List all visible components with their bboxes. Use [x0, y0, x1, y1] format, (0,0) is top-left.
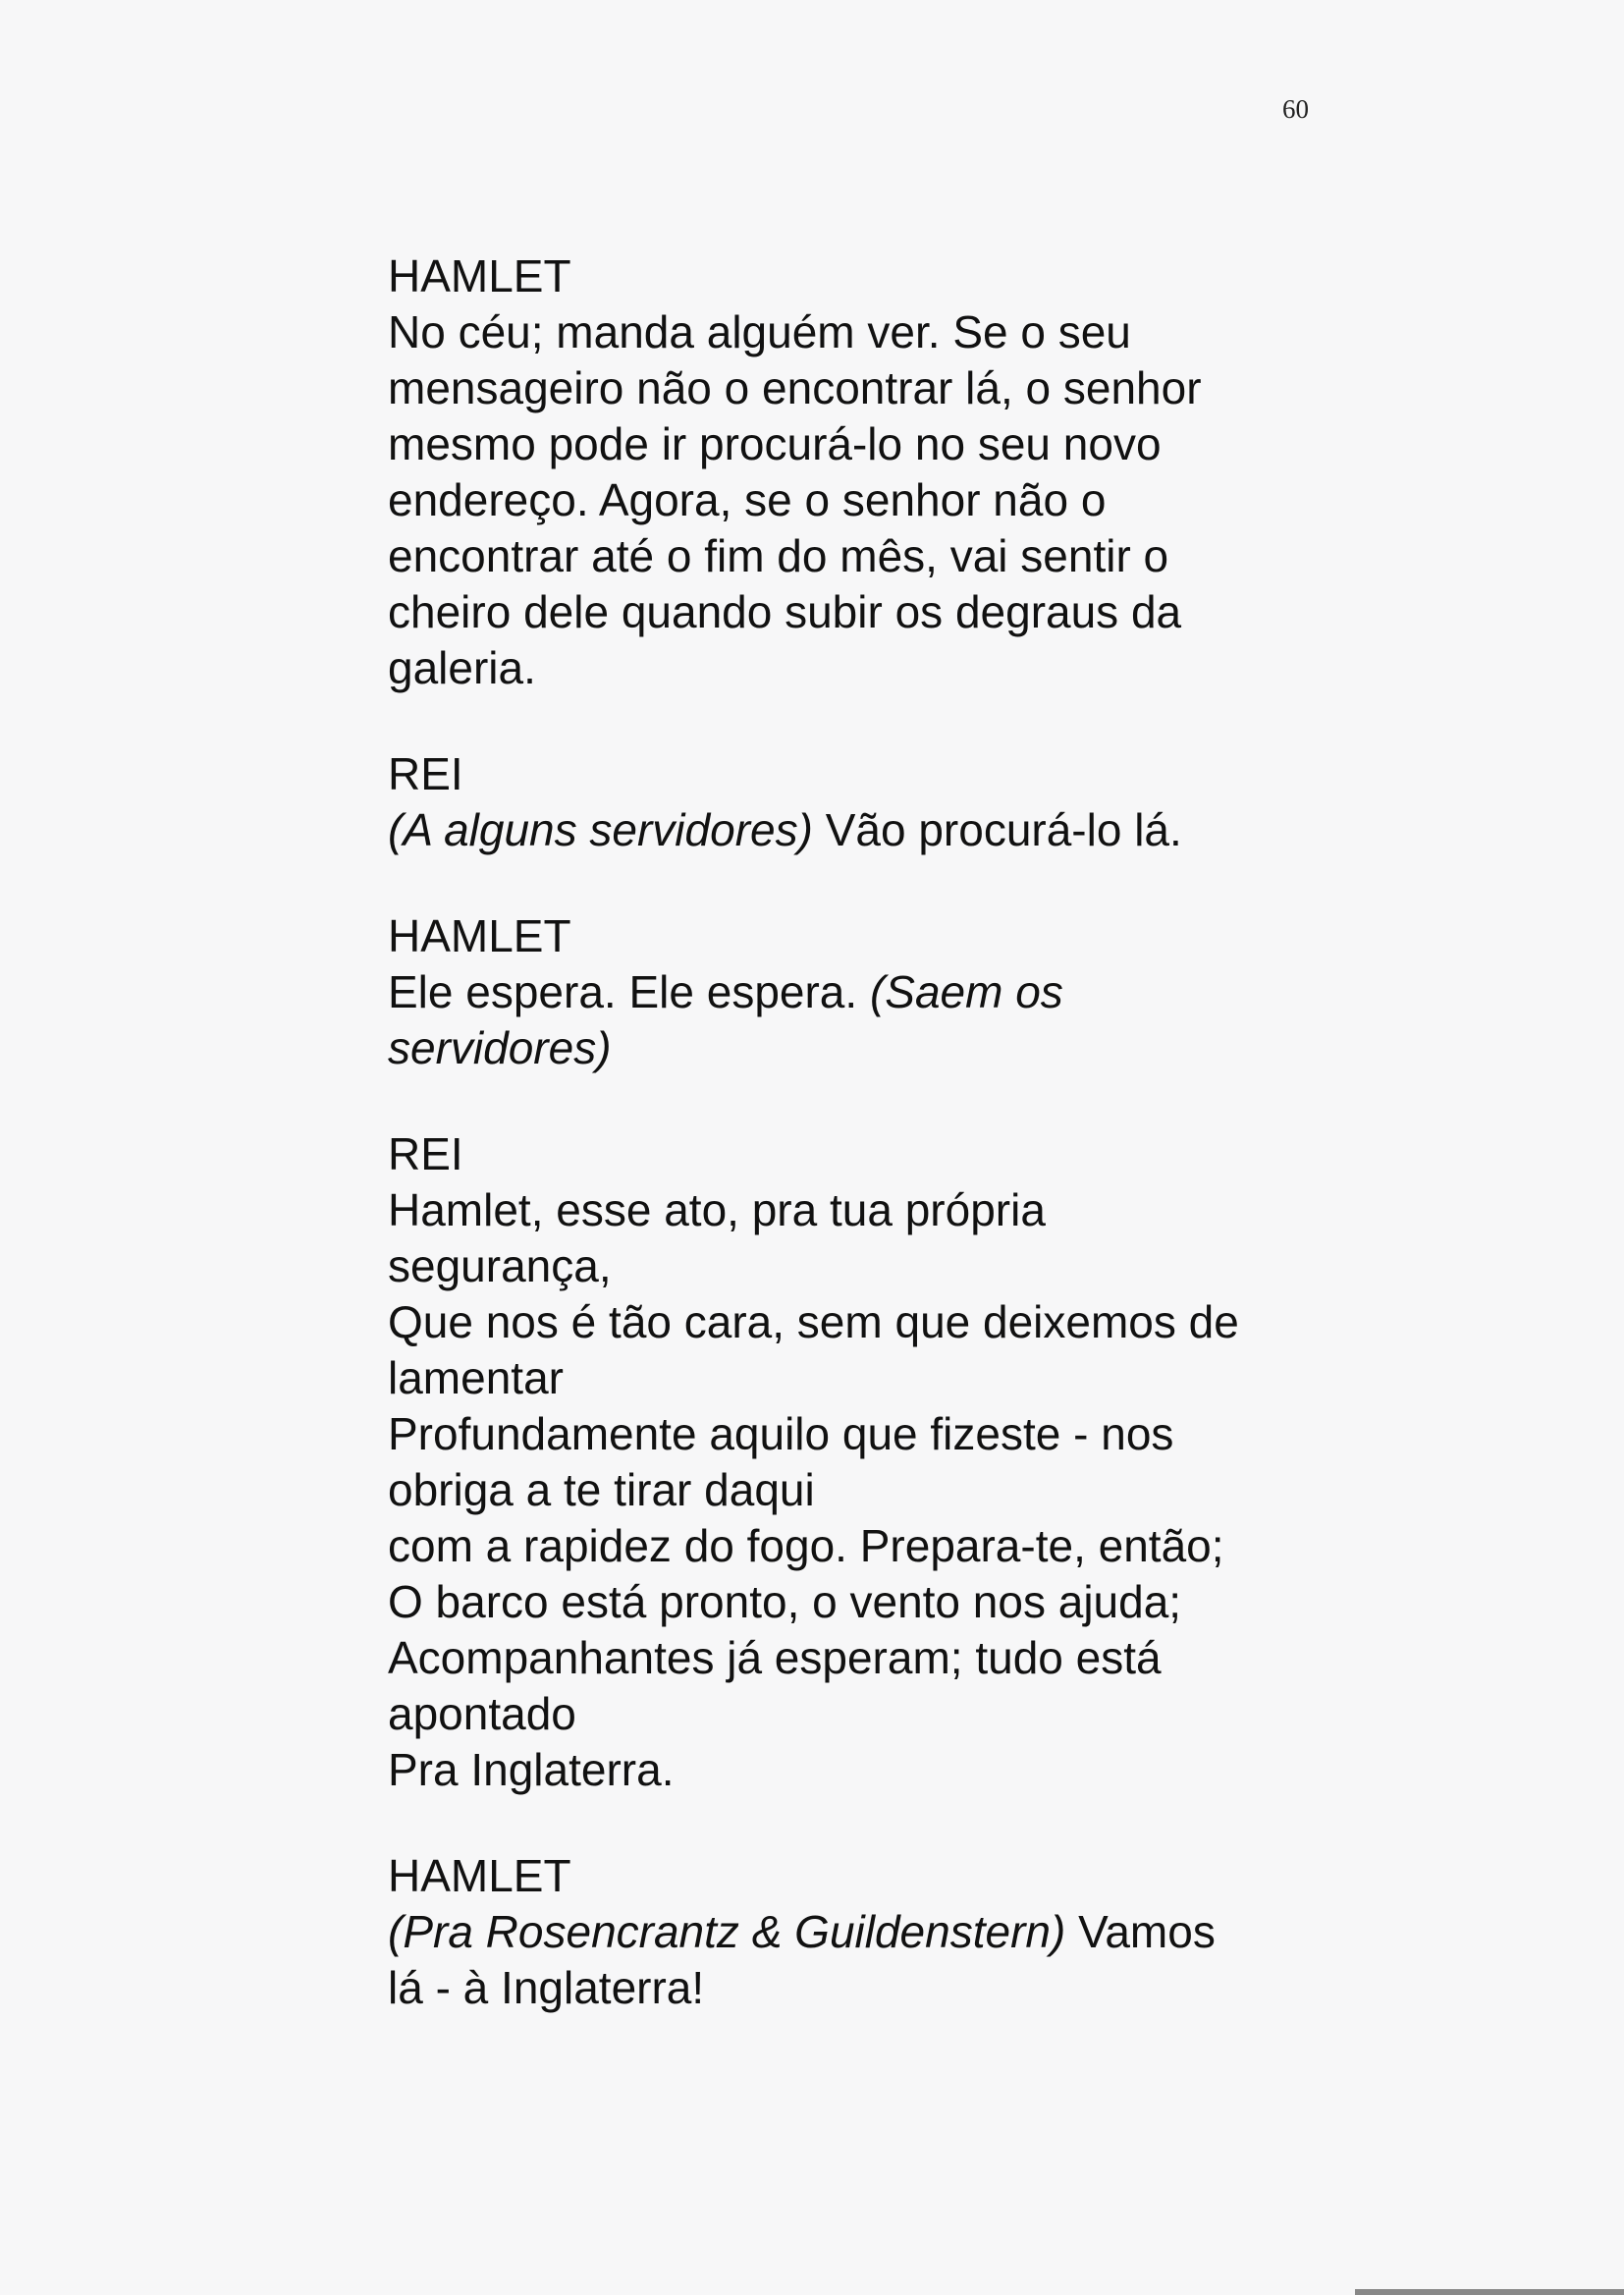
speech-hamlet-1: [388, 248, 1370, 696]
speaker-name: HAMLET: [388, 1850, 571, 1901]
page-number: 60: [1282, 94, 1309, 124]
speech-line: No céu; manda alguém ver. Se o seu: [388, 306, 1131, 357]
script-text: [388, 248, 1370, 2066]
speech-line: galeria.: [388, 642, 536, 693]
speech-line: apontado: [388, 1688, 576, 1739]
speech-line: Hamlet, esse ato, pra tua própria: [388, 1184, 1046, 1235]
speech-text: Vão procurá-lo lá.: [812, 804, 1182, 855]
speaker-name: HAMLET: [388, 250, 571, 301]
speech-rei-2: [388, 1126, 1370, 1798]
speech-line: lá - à Inglaterra!: [388, 1962, 705, 2013]
speech-text: Ele espera. Ele espera.: [388, 966, 870, 1017]
speech-line: mesmo pode ir procurá-lo no seu novo: [388, 418, 1162, 469]
speech-line: obriga a te tirar daqui: [388, 1464, 815, 1515]
stage-direction: (A alguns servidores): [388, 804, 813, 855]
speech-line: [388, 1904, 1370, 1960]
speech-line: endereço. Agora, se o senhor não o: [388, 474, 1107, 525]
speech-line: Que nos é tão cara, sem que deixemos de: [388, 1296, 1239, 1347]
speech-line: Acompanhantes já esperam; tudo está: [388, 1632, 1162, 1683]
stage-direction: (Pra Rosencrantz & Guildenstern): [388, 1906, 1066, 1957]
speech-line: com a rapidez do fogo. Prepara-te, então;: [388, 1520, 1224, 1571]
stage-direction: servidores): [388, 1022, 612, 1073]
speech-hamlet-2: [388, 908, 1370, 1076]
speech-line: [388, 802, 1370, 858]
speech-line: cheiro dele quando subir os degraus da: [388, 586, 1182, 637]
speech-rei-1: [388, 746, 1370, 858]
speech-line: O barco está pronto, o vento nos ajuda;: [388, 1576, 1182, 1627]
speech-line: segurança,: [388, 1240, 612, 1291]
stage-direction: (Saem os: [869, 966, 1063, 1017]
scan-edge-mark: [1355, 2289, 1624, 2295]
speech-line: encontrar até o fim do mês, vai sentir o: [388, 530, 1169, 581]
speech-line: Pra Inglaterra.: [388, 1744, 675, 1795]
speaker-name: REI: [388, 1128, 463, 1179]
speaker-name: REI: [388, 748, 463, 799]
speech-line: Profundamente aquilo que fizeste - nos: [388, 1408, 1174, 1459]
speech-line: mensageiro não o encontrar lá, o senhor: [388, 362, 1202, 413]
speech-line: lamentar: [388, 1352, 564, 1403]
speech-line: [388, 964, 1370, 1020]
speech-hamlet-3: [388, 1848, 1370, 2016]
speaker-name: HAMLET: [388, 910, 571, 961]
speech-text: Vamos: [1065, 1906, 1216, 1957]
